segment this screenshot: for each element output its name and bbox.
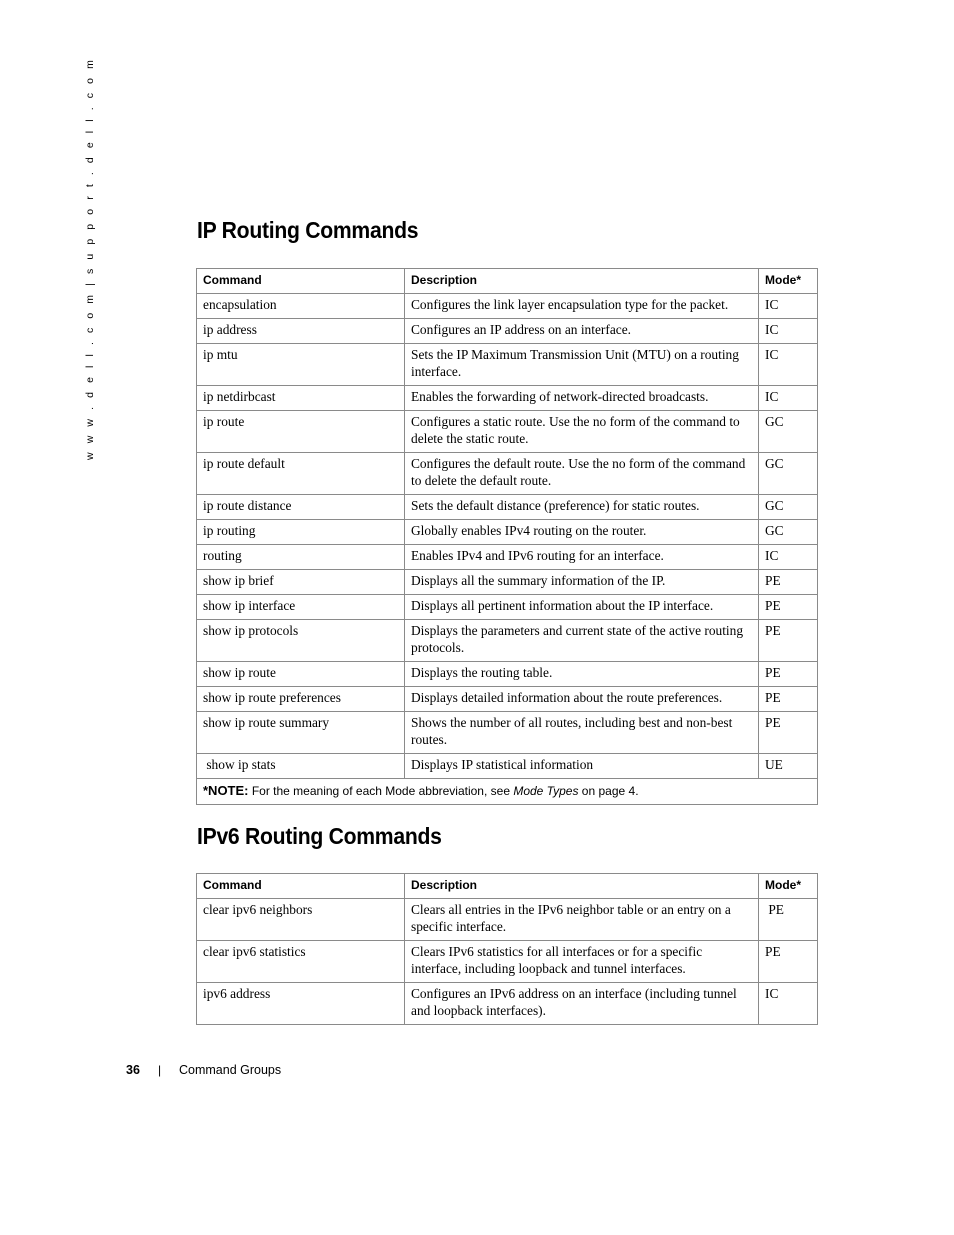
command-cell: encapsulation xyxy=(197,294,405,319)
table-row xyxy=(197,941,818,983)
command-cell: clear ipv6 neighbors xyxy=(197,899,405,941)
table-row xyxy=(197,754,818,779)
description-cell: Clears IPv6 statistics for all interfaces or for a specific interface, including loopback and tunnel interfaces. xyxy=(405,941,759,983)
mode-cell: PE xyxy=(759,941,818,983)
description-cell: Clears all entries in the IPv6 neighbor table or an entry on a specific interface. xyxy=(405,899,759,941)
table-row xyxy=(197,545,818,570)
description-cell: Displays all the summary information of the IP. xyxy=(405,570,759,595)
note-row xyxy=(197,779,818,805)
table-row xyxy=(197,712,818,754)
description-cell: Shows the number of all routes, including best and non-best routes. xyxy=(405,712,759,754)
note-text-before: For the meaning of each Mode abbreviation, see xyxy=(248,784,514,798)
mode-cell: PE xyxy=(759,687,818,712)
table-row xyxy=(197,453,818,495)
description-cell: Displays the routing table. xyxy=(405,662,759,687)
mode-cell: GC xyxy=(759,411,818,453)
command-cell: show ip protocols xyxy=(197,620,405,662)
note-label: *NOTE: xyxy=(203,783,249,798)
description-cell: Displays detailed information about the route preferences. xyxy=(405,687,759,712)
mode-cell: GC xyxy=(759,520,818,545)
description-cell: Configures an IP address on an interface. xyxy=(405,319,759,344)
mode-cell: IC xyxy=(759,344,818,386)
description-cell: Globally enables IPv4 routing on the router. xyxy=(405,520,759,545)
mode-cell: GC xyxy=(759,453,818,495)
mode-cell: PE xyxy=(759,712,818,754)
table-header-row xyxy=(197,874,818,899)
command-cell: ip route default xyxy=(197,453,405,495)
command-cell: ip route xyxy=(197,411,405,453)
table-header-row xyxy=(197,269,818,294)
command-cell: ip address xyxy=(197,319,405,344)
column-header-mode: Mode* xyxy=(759,874,818,899)
column-header-command: Command xyxy=(197,269,405,294)
column-header-mode: Mode* xyxy=(759,269,818,294)
table-row xyxy=(197,595,818,620)
command-cell: clear ipv6 statistics xyxy=(197,941,405,983)
footer-separator: | xyxy=(158,1063,162,1077)
column-header-description: Description xyxy=(405,269,759,294)
footer-section-name: Command Groups xyxy=(179,1063,282,1077)
table-row xyxy=(197,662,818,687)
command-cell: show ip route preferences xyxy=(197,687,405,712)
table-row xyxy=(197,495,818,520)
description-cell: Displays all pertinent information about the IP interface. xyxy=(405,595,759,620)
description-cell: Configures a static route. Use the no form of the command to delete the static route. xyxy=(405,411,759,453)
note-link-mode-types[interactable]: Mode Types xyxy=(513,784,579,798)
command-cell: ip routing xyxy=(197,520,405,545)
command-cell: show ip interface xyxy=(197,595,405,620)
description-cell: Sets the IP Maximum Transmission Unit (MTU) on a routing interface. xyxy=(405,344,759,386)
description-cell: Sets the default distance (preference) for static routes. xyxy=(405,495,759,520)
ip-routing-table xyxy=(196,268,818,805)
command-cell: show ip route xyxy=(197,662,405,687)
description-cell: Displays IP statistical information xyxy=(405,754,759,779)
command-cell: ip netdirbcast xyxy=(197,386,405,411)
section-title-ipv6-routing: IPv6 Routing Commands xyxy=(197,823,442,849)
mode-cell: GC xyxy=(759,495,818,520)
description-cell: Configures an IPv6 address on an interface (including tunnel and loopback interfaces). xyxy=(405,983,759,1025)
table-row xyxy=(197,983,818,1025)
mode-cell: PE xyxy=(759,620,818,662)
command-cell: show ip stats xyxy=(197,754,405,779)
command-cell: show ip brief xyxy=(197,570,405,595)
page-number: 36 xyxy=(126,1063,140,1077)
mode-cell: PE xyxy=(759,899,818,941)
mode-cell: IC xyxy=(759,294,818,319)
description-cell: Configures the default route. Use the no form of the command to delete the default route. xyxy=(405,453,759,495)
description-cell: Enables the forwarding of network-directed broadcasts. xyxy=(405,386,759,411)
column-header-command: Command xyxy=(197,874,405,899)
mode-cell: UE xyxy=(759,754,818,779)
description-cell: Enables IPv4 and IPv6 routing for an interface. xyxy=(405,545,759,570)
mode-cell: IC xyxy=(759,386,818,411)
command-cell: routing xyxy=(197,545,405,570)
note-cell xyxy=(197,779,818,805)
table-row xyxy=(197,620,818,662)
mode-cell: IC xyxy=(759,545,818,570)
table-row xyxy=(197,319,818,344)
table-row xyxy=(197,411,818,453)
table-row xyxy=(197,344,818,386)
mode-cell: PE xyxy=(759,570,818,595)
description-cell: Configures the link layer encapsulation type for the packet. xyxy=(405,294,759,319)
table-row xyxy=(197,687,818,712)
command-cell: ipv6 address xyxy=(197,983,405,1025)
command-cell: ip route distance xyxy=(197,495,405,520)
table-row xyxy=(197,386,818,411)
table-row xyxy=(197,294,818,319)
mode-cell: PE xyxy=(759,662,818,687)
command-cell: ip mtu xyxy=(197,344,405,386)
command-cell: show ip route summary xyxy=(197,712,405,754)
ipv6-routing-table xyxy=(196,873,818,1025)
mode-cell: IC xyxy=(759,983,818,1025)
column-header-description: Description xyxy=(405,874,759,899)
table-row xyxy=(197,520,818,545)
mode-cell: PE xyxy=(759,595,818,620)
section-title-ip-routing: IP Routing Commands xyxy=(197,217,419,243)
note-text-after: on page 4. xyxy=(578,784,639,798)
sidebar-url: w w w . d e l l . c o m | s u p p o r t . d e l l . c o m xyxy=(84,57,96,460)
table-row xyxy=(197,899,818,941)
mode-cell: IC xyxy=(759,319,818,344)
description-cell: Displays the parameters and current state of the active routing protocols. xyxy=(405,620,759,662)
table-row xyxy=(197,570,818,595)
